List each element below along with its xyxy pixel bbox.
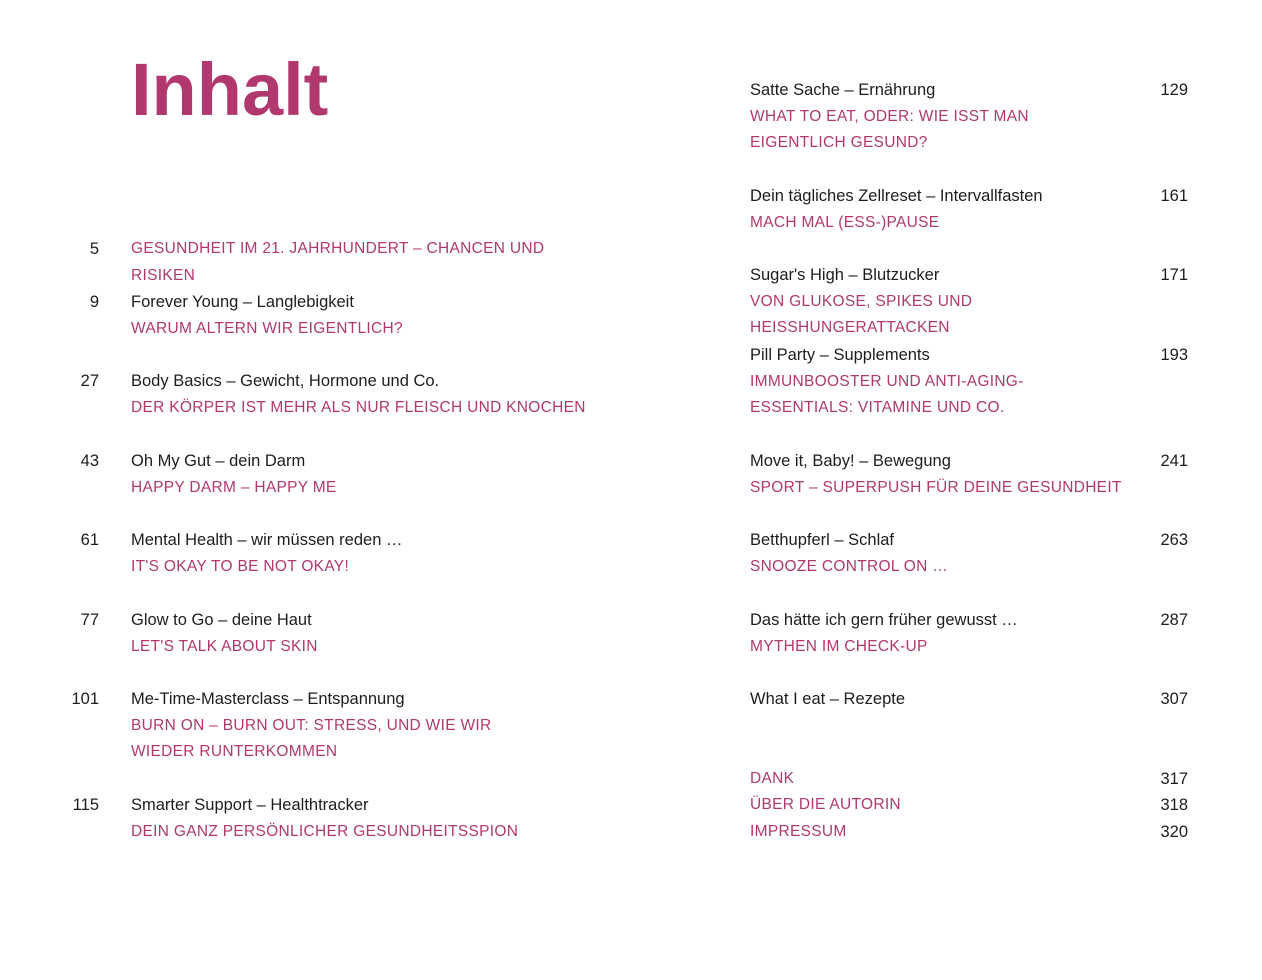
page-number: 5	[89, 240, 99, 258]
page-number: 193	[1160, 346, 1188, 364]
page-number: 61	[80, 531, 99, 549]
toc-entry[interactable]	[750, 607, 1140, 660]
entry-title: Sugar's High – Blutzucker	[750, 266, 940, 284]
entry-subtitle: DEIN GANZ PERSÖNLICHER GESUNDHEITSSPION	[131, 822, 519, 840]
entry-subtitle: IT'S OKAY TO BE NOT OKAY!	[131, 557, 350, 575]
entry-title: Oh My Gut – dein Darm	[131, 452, 306, 470]
entry-subtitle: WHAT TO EAT, ODER: WIE ISST MAN EIGENTLICH GESUND?	[750, 107, 1029, 151]
entry-title: Smarter Support – Healthtracker	[131, 796, 369, 814]
appendix-label: IMPRESSUM	[750, 823, 847, 840]
page-number: 9	[89, 293, 99, 311]
entry-subtitle: LET'S TALK ABOUT SKIN	[131, 637, 318, 655]
page-number: 27	[80, 372, 99, 390]
entry-title: What I eat – Rezepte	[750, 690, 906, 708]
entry-subtitle: SNOOZE CONTROL ON …	[750, 557, 949, 575]
page-number: 318	[1160, 796, 1188, 814]
toc-entry[interactable]	[750, 448, 1140, 501]
page-number: 129	[1160, 81, 1188, 99]
entry-subtitle: IMMUNBOOSTER UND ANTI-AGING-ESSENTIALS: VITAMINE UND CO.	[750, 372, 1024, 416]
entry-title: Betthupferl – Schlaf	[750, 531, 895, 549]
entry-title: Me-Time-Masterclass – Entspannung	[131, 690, 405, 708]
entry-title: Satte Sache – Ernährung	[750, 81, 936, 99]
toc-entry[interactable]	[131, 792, 601, 845]
entry-title: Glow to Go – deine Haut	[131, 611, 312, 629]
toc-appendix-entry[interactable]	[750, 819, 1140, 846]
page-number: 43	[80, 452, 99, 470]
page-number: 307	[1160, 690, 1188, 708]
entry-title: Das hätte ich gern früher gewusst …	[750, 611, 1018, 629]
entry-subtitle: GESUNDHEIT IM 21. JAHRHUNDERT – CHANCEN UND RISIKEN	[131, 240, 545, 284]
entry-title: Body Basics – Gewicht, Hormone und Co.	[131, 372, 440, 390]
entry-subtitle: VON GLUKOSE, SPIKES UND HEISSHUNGERATTACKEN	[750, 292, 973, 336]
entry-title: Mental Health – wir müssen reden …	[131, 531, 403, 549]
toc-entry[interactable]	[131, 448, 601, 501]
appendix-label: ÜBER DIE AUTORIN	[750, 796, 901, 813]
page-number: 317	[1160, 770, 1188, 788]
page-title: Inhalt	[131, 48, 329, 131]
page-number: 77	[80, 611, 99, 629]
entry-subtitle: DER KÖRPER IST MEHR ALS NUR FLEISCH UND KNOCHEN	[131, 398, 586, 416]
toc-appendix-entry[interactable]	[750, 792, 1140, 819]
toc-entry[interactable]	[750, 183, 1140, 236]
entry-subtitle: BURN ON – BURN OUT: STRESS, UND WIE WIR WIEDER RUNTERKOMMEN	[131, 716, 492, 760]
entry-subtitle: MYTHEN IM CHECK-UP	[750, 637, 928, 655]
page-number: 171	[1160, 266, 1188, 284]
entry-subtitle: SPORT – SUPERPUSH FÜR DEINE GESUNDHEIT	[750, 478, 1122, 496]
entry-title: Dein tägliches Zellreset – Intervallfasten	[750, 187, 1043, 205]
toc-entry[interactable]	[750, 342, 1110, 422]
appendix-label: DANK	[750, 770, 795, 787]
page-number: 161	[1160, 187, 1188, 205]
toc-entry[interactable]	[131, 607, 601, 660]
entry-subtitle: MACH MAL (ESS-)PAUSE	[750, 213, 940, 231]
toc-entry[interactable]	[750, 77, 1110, 157]
toc-entry[interactable]	[131, 527, 601, 580]
toc-entry[interactable]	[750, 527, 1140, 580]
page-number: 101	[71, 690, 99, 708]
entry-title: Forever Young – Langlebigkeit	[131, 293, 354, 311]
page-number: 241	[1160, 452, 1188, 470]
page-number: 320	[1160, 823, 1188, 841]
page-number: 263	[1160, 531, 1188, 549]
toc-entry[interactable]	[750, 686, 1140, 713]
toc-entry[interactable]	[131, 368, 601, 421]
entry-subtitle: WARUM ALTERN WIR EIGENTLICH?	[131, 319, 403, 337]
page-number: 287	[1160, 611, 1188, 629]
toc-appendix-entry[interactable]	[750, 766, 1140, 793]
entry-subtitle: HAPPY DARM – HAPPY ME	[131, 478, 337, 496]
toc-entry[interactable]	[131, 289, 601, 342]
entry-title: Pill Party – Supplements	[750, 346, 930, 364]
entry-title: Move it, Baby! – Bewegung	[750, 452, 951, 470]
toc-entry[interactable]	[750, 262, 1140, 342]
toc-entry[interactable]	[131, 686, 531, 766]
page-number: 115	[72, 796, 99, 814]
toc-entry[interactable]	[131, 236, 601, 289]
